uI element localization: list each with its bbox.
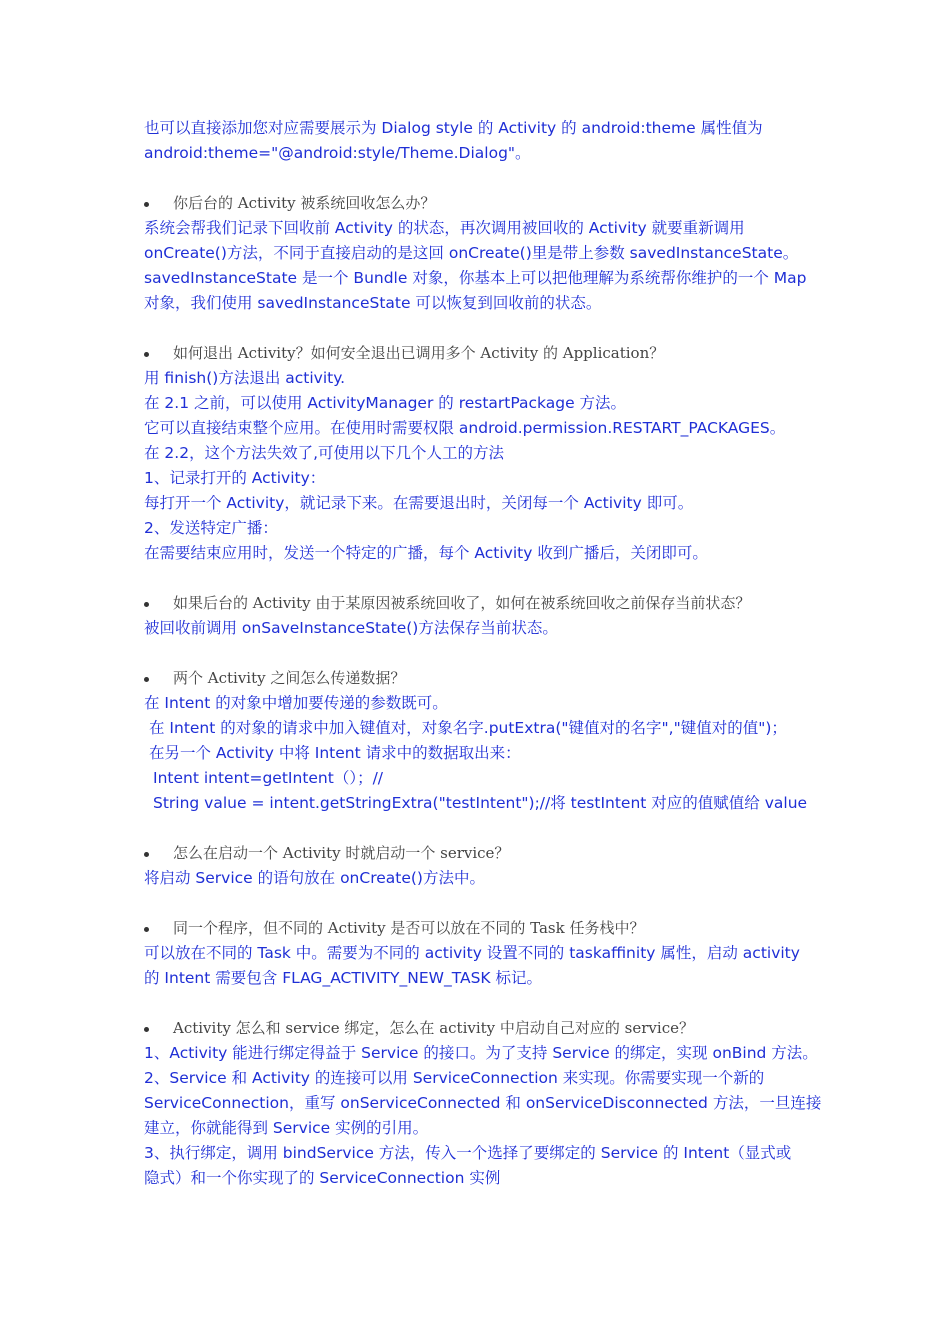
- bullet-icon: [144, 927, 149, 932]
- answer-line: 2、发送特定广播：: [144, 519, 278, 537]
- bullet-icon: [144, 677, 149, 682]
- answer-line: 在 2.1 之前，可以使用 ActivityManager 的 restartPackage 方法。: [144, 394, 627, 412]
- qa-section: [144, 666, 824, 816]
- bullet-icon: [144, 352, 149, 357]
- answer-line: 将启动 Service 的语句放在 onCreate()方法中。: [144, 869, 485, 887]
- qa-section: [144, 841, 824, 891]
- code-line: String value = intent.getStringExtra("testIntent");//将 testIntent 对应的值赋值给 value: [153, 794, 808, 812]
- bullet-icon: [144, 852, 149, 857]
- qa-section: [144, 1016, 824, 1191]
- answer-line: 每打开一个 Activity，就记录下来。在需要退出时，关闭每一个 Activity 即可。: [144, 494, 694, 512]
- question-text: 怎么在启动一个 Activity 时就启动一个 service？: [173, 844, 510, 862]
- answer-line: 用 finish()方法退出 activity.: [144, 369, 346, 387]
- question-item: [144, 916, 824, 941]
- code-line: Intent intent=getIntent（）；//: [153, 769, 384, 787]
- bullet-icon: [144, 1027, 149, 1032]
- question-item: [144, 191, 824, 216]
- question-item: [144, 1016, 824, 1041]
- question-text: 如果后台的 Activity 由于某原因被系统回收了，如何在被系统回收之前保存当前状态？: [173, 594, 751, 612]
- answer-line: 建立，你就能得到 Service 实例的引用。: [144, 1119, 429, 1137]
- question-item: [144, 841, 824, 866]
- answer-line: onCreate()方法，不同于直接启动的是这回 onCreate()里是带上参数 savedInstanceState。: [144, 244, 799, 262]
- bullet-icon: [144, 602, 149, 607]
- intro-paragraph: [144, 116, 824, 166]
- answer-line: 系统会帮我们记录下回收前 Activity 的状态，再次调用被回收的 Activity 就要重新调用: [144, 219, 745, 237]
- answer-line: ServiceConnection，重写 onServiceConnected 和 onServiceDisconnected 方法，一旦连接: [144, 1094, 822, 1112]
- question-item: [144, 591, 824, 616]
- intro-line: android:theme="@android:style/Theme.Dialog"。: [144, 144, 531, 162]
- question-item: [144, 341, 824, 366]
- intro-line: 也可以直接添加您对应需要展示为 Dialog style 的 Activity 的 android:theme 属性值为: [144, 119, 763, 137]
- qa-section: [144, 591, 824, 641]
- qa-section: [144, 341, 824, 566]
- answer-line: 在 2.2，这个方法失效了,可使用以下几个人工的方法: [144, 444, 505, 462]
- answer-line: 2、Service 和 Activity 的连接可以用 ServiceConnection 来实现。你需要实现一个新的: [144, 1069, 765, 1087]
- question-text: 同一个程序，但不同的 Activity 是否可以放在不同的 Task 任务栈中？: [173, 919, 645, 937]
- qa-section: [144, 916, 824, 991]
- question-text: 你后台的 Activity 被系统回收怎么办？: [173, 194, 436, 212]
- qa-section: [144, 191, 824, 316]
- answer-line: 对象，我们使用 savedInstanceState 可以恢复到回收前的状态。: [144, 294, 602, 312]
- answer-line: 1、Activity 能进行绑定得益于 Service 的接口。为了支持 Service 的绑定，实现 onBind 方法。: [144, 1044, 818, 1062]
- answer-line: savedInstanceState 是一个 Bundle 对象，你基本上可以把他理解为系统帮你维护的一个 Map: [144, 269, 807, 287]
- answer-line: 可以放在不同的 Task 中。需要为不同的 activity 设置不同的 taskaffinity 属性，启动 activity: [144, 944, 800, 962]
- answer-line: 在需要结束应用时，发送一个特定的广播，每个 Activity 收到广播后，关闭即可。: [144, 544, 708, 562]
- answer-line: 隐式）和一个你实现了的 ServiceConnection 实例: [144, 1169, 501, 1187]
- question-text: 如何退出 Activity？如何安全退出已调用多个 Activity 的 Application？: [173, 344, 665, 362]
- answer-line: 在 Intent 的对象中增加要传递的参数既可。: [144, 694, 448, 712]
- answer-line: 在 Intent 的对象的请求中加入键值对，对象名字.putExtra("键值对的名字","键值对的值")；: [149, 719, 787, 737]
- bullet-icon: [144, 202, 149, 207]
- answer-line: 3、执行绑定，调用 bindService 方法，传入一个选择了要绑定的 Service 的 Intent（显式或: [144, 1144, 792, 1162]
- answer-line: 被回收前调用 onSaveInstanceState()方法保存当前状态。: [144, 619, 558, 637]
- answer-line: 在另一个 Activity 中将 Intent 请求中的数据取出来：: [149, 744, 521, 762]
- question-item: [144, 666, 824, 691]
- document-page: [144, 116, 824, 1216]
- question-text: 两个 Activity 之间怎么传递数据？: [173, 669, 406, 687]
- answer-line: 1、记录打开的 Activity：: [144, 469, 326, 487]
- answer-line: 的 Intent 需要包含 FLAG_ACTIVITY_NEW_TASK 标记。: [144, 969, 543, 987]
- answer-line: 它可以直接结束整个应用。在使用时需要权限 android.permission.RESTART_PACKAGES。: [144, 419, 786, 437]
- question-text: Activity 怎么和 service 绑定，怎么在 activity 中启动自己对应的 service？: [173, 1019, 694, 1037]
